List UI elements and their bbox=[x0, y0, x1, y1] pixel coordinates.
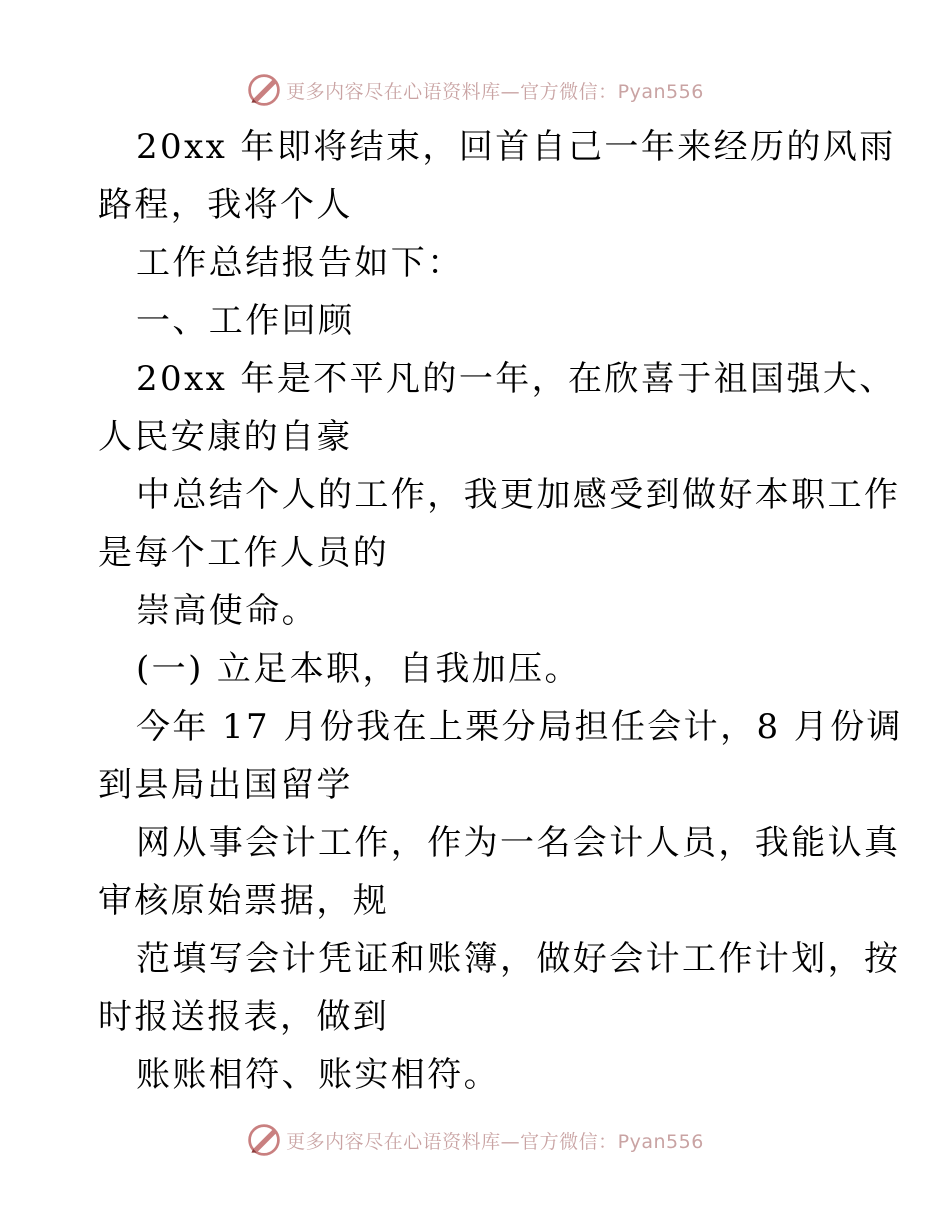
paragraph-line: 中总结个人的工作，我更加感受到做好本职工作 bbox=[136, 475, 901, 515]
paragraph-line: 网从事会计工作，作为一名会计人员，我能认真 bbox=[136, 823, 901, 863]
pen-logo-icon bbox=[246, 1122, 282, 1158]
paragraph-line: 范填写会计凭证和账簿，做好会计工作计划，按 bbox=[136, 939, 901, 979]
footer-banner-text: 更多内容尽在心语资料库—官方微信：Pyan556 bbox=[286, 1130, 704, 1153]
pen-logo-icon bbox=[246, 72, 282, 108]
paragraph-line: 到县局出国留学 bbox=[98, 765, 353, 805]
header-banner bbox=[0, 70, 950, 110]
subsection-heading: (一) 立足本职，自我加压。 bbox=[136, 649, 581, 689]
paragraph-line: 20xx 年是不平凡的一年，在欣喜于祖国强大、 bbox=[136, 359, 896, 399]
paragraph-line: 20xx 年即将结束，回首自己一年来经历的风雨 bbox=[136, 127, 896, 167]
footer-banner bbox=[0, 1120, 950, 1160]
paragraph-line: 账账相符、账实相符。 bbox=[136, 1055, 500, 1095]
section-heading: 一、工作回顾 bbox=[136, 301, 355, 341]
paragraph-line: 是每个工作人员的 bbox=[98, 533, 390, 573]
document-body bbox=[98, 118, 903, 1104]
paragraph-line: 崇高使命。 bbox=[136, 591, 318, 631]
paragraph-line: 路程，我将个人 bbox=[98, 185, 353, 225]
paragraph-line: 审核原始票据，规 bbox=[98, 881, 390, 921]
paragraph-line: 时报送报表，做到 bbox=[98, 997, 390, 1037]
paragraph-line: 今年 17 月份我在上栗分局担任会计，8 月份调 bbox=[136, 707, 903, 747]
header-banner-text: 更多内容尽在心语资料库—官方微信：Pyan556 bbox=[286, 80, 704, 103]
paragraph-line: 人民安康的自豪 bbox=[98, 417, 353, 457]
paragraph-line: 工作总结报告如下： bbox=[136, 243, 464, 283]
